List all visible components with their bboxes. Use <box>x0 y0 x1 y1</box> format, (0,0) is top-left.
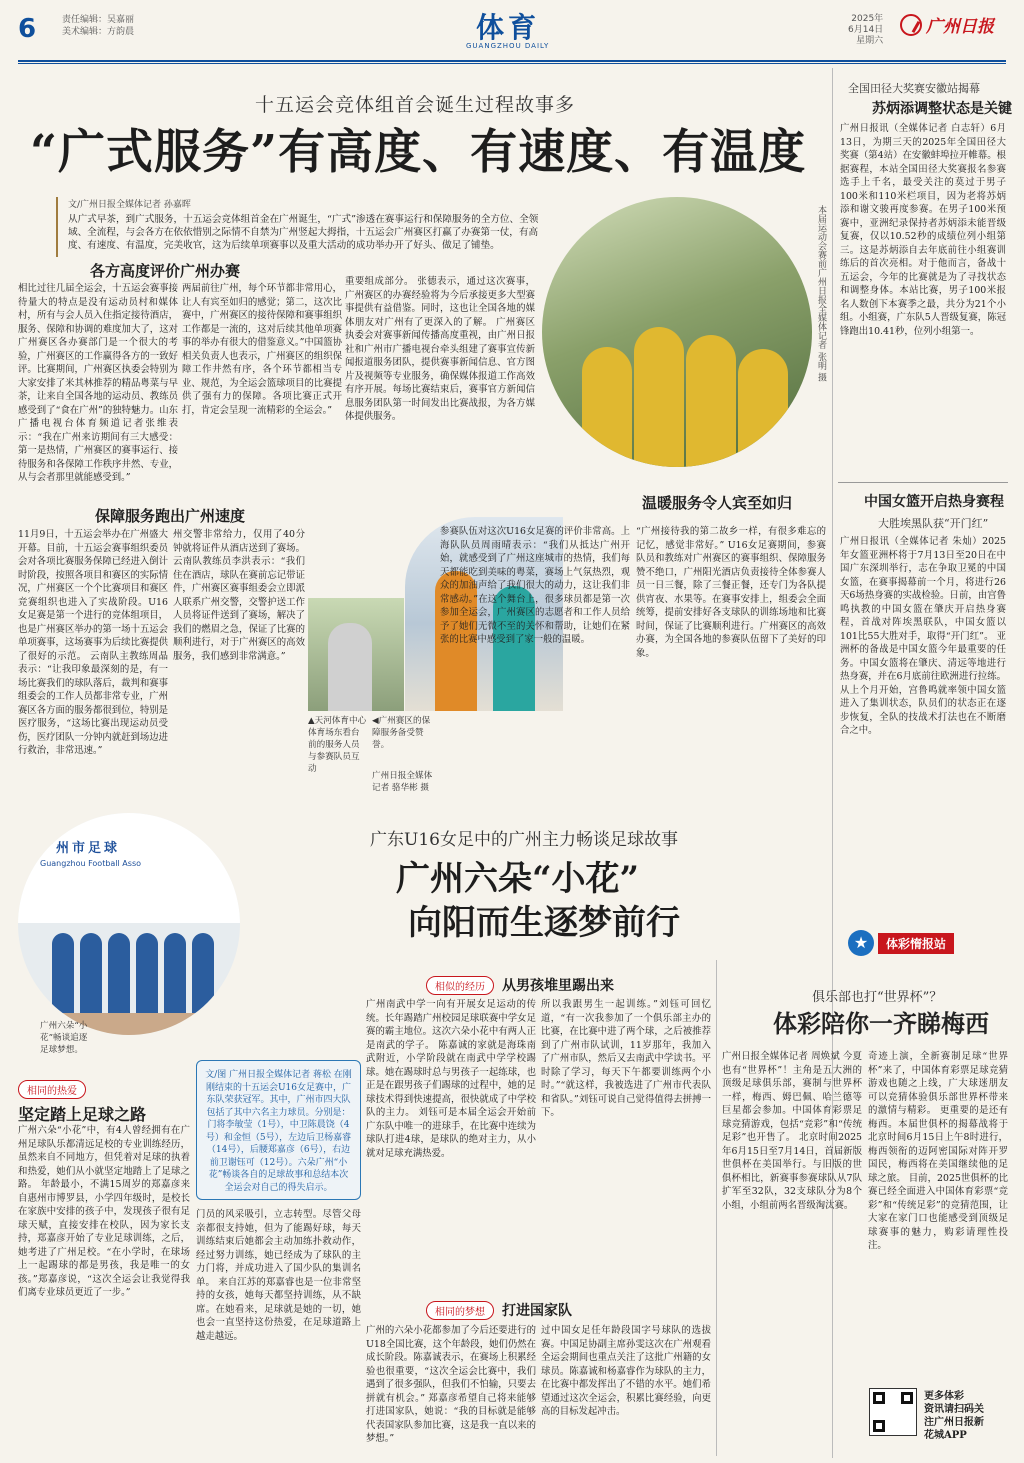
player-figure <box>738 349 788 467</box>
sidebar-headline-2: 中国女篮开启热身赛程 <box>864 494 1004 510</box>
qr-finder <box>901 1392 913 1404</box>
editor-line: 责任编辑：吴嘉丽 <box>62 15 135 25</box>
service-photo <box>308 598 404 711</box>
paper-name: 广州日报 <box>926 17 994 37</box>
feature-round-photo <box>18 813 240 1035</box>
section-tag: 相同的梦想 <box>426 1301 494 1320</box>
editor-credits <box>62 14 134 38</box>
article-column: 相比过往几届全运会，十五运会赛事接待量大的特点是没有运动员村和媒体村，所有与会人员入住指定接待酒店，服务、保障和协调的难度加大了，这对广州赛区各办赛部门是一个很大的考验，广州赛区的工作赢得各方的一致好评。比赛期间，广州赛区执委会特别为大家安排了米其林推荐的精品粤菜与早茶，让来自全国各地的运动员、教练员感受到了“食在广州”的独特魅力。山东广播电视台体育频道记者张维表示：“我在广州来访期间有三大感受：第一是热情，广州赛区的赛事运行、接待服务和各保障工作秩序井然、专业，从与会者那里就能感受到。” <box>18 283 178 483</box>
person-figure <box>328 623 372 711</box>
section-tag-title: 从男孩堆里踢出来 <box>502 978 614 994</box>
lottery-kicker: 俱乐部也打“世界杯”？ <box>812 990 943 1005</box>
section-tag: 相似的经历 <box>426 976 494 995</box>
article-column: 11月9日，十五运会举办在广州盛大开幕。目前，十五运会赛事组织委员会对各项比赛服务保障已经进入倒计时阶段，按照各项目和赛区的实际情况，广州赛区一个个比赛项目和赛区竞赛组织也进入了实战阶段。U16女足赛是第一个进行的竞体组项目，也是广州赛区举办的第一场十五运会单项赛事，这场赛事为后续比赛提供了很好的示范。 云南队主教练周晶表示：“让我印象最深刻的是，有一场比赛我们的球队落后，裁判和赛事组委会的工作人员都非常专业，广州赛区各方面的服务都很到位，特别是医疗服务，“这场比赛出现运动员受伤，医疗团队一分钟内就赶到场边进行救治，非常迅速。” <box>18 529 168 756</box>
player-figure <box>80 933 102 1013</box>
photo-credit: 广州日报全媒体记者 骆华彬 摄 <box>372 771 433 793</box>
article-column: 广州的六朵小花都参加了今后还要进行的U18全国比赛，这个年龄段，她们仍然在成长阶段。陈嘉诚表示，在赛场上积累经验也很重要，“这次全运会比赛中，我们遇到了很多强队，但我们不怕输，只要去拼就有机会。” 郑嘉彦希望自己将来能够打进国家队，她说：“我的目标就是能够代表国家队参加比赛，这是我一直以来的梦想。” <box>366 1325 536 1444</box>
article-column: 门员的风采吸引，立志转型。尽管父母亲都很支持她，但为了能踢好球，每天训练结束后她都会主动加练扑救动作，经过努力训练，她已经成为了球队的主力门将，并成功进入了国少队的集训名单。 来自江苏的郑嘉睿也是一位非常坚持的女孩，她每天都坚持训练，从不缺席。在她看来，足球就是她的一切，她也会一直坚持这份热爱，在足球道路上越走越远。 <box>196 1209 361 1342</box>
player-figure <box>164 933 186 1013</box>
sidebar-subhead-2: 大胜埃黑队获“开门红” <box>878 517 989 530</box>
masthead-rule <box>18 60 1006 62</box>
sidebar-article: 广州日报讯（全媒体记者 白志轩）6月13日，为期三天的2025年全国田径大奖赛（第4站）在安徽蚌埠拉开帷幕。根据赛程，本站全国田径大奖赛报名参赛选手上千名，最受关注的莫过于男子100米和110米栏项目，因为老将苏炳添和谢文骏再度参赛。在男子100米预赛中，亚洲纪录保持者苏炳添未能晋级复赛，仅以10.52秒的成绩位列小组第三。这是苏炳添自去年底前往小组赛训练后的首次亮相。对于他而言，备战十五运会，今年的比赛就是为了寻找状态和调整身体。本站比赛，男子100米报名人数创下本赛季之最，共分为21个小组。小组赛，广东队5人晋级复赛，陈冠锋跑出10.41秒，位列小组第一。 <box>840 123 1006 337</box>
sidebar-headline: 苏炳添调整状态是关键 <box>872 101 1012 117</box>
player-figure <box>192 933 214 1013</box>
masthead-rule-thin <box>18 63 1006 64</box>
backdrop-sign-en: Guangzhou Football Asso <box>40 859 142 868</box>
article-column: 所以我跟男生一起训练。”刘钰可回忆道，“有一次我参加了一个俱乐部主办的比赛，在比赛中进了两个球，之后被推荐到了广州市队试训，11岁那年，我加入了广州市队，然后又去南武中学读书。平时除了学习，每天下午都要训练两个小时。”“就这样，我被选进了广州市代表队和省队。”刘钰可说自己觉得值得去拼搏一下。 <box>541 999 711 1118</box>
photo-caption: ◀广州赛区的保障服务备受赞誉。 <box>372 716 431 750</box>
article-column: 广州六朵“小花”中，有4人曾经拥有在广州足球队乐都清远足校的专业训练经历，虽然来自不同地方，但凭着对足球的执着和热爱，她们从小就坚定地踏上了足球之路。 年龄最小，不满15周岁的郑嘉彦来自惠州市博罗县，小学四年级时，是校长在家族中安排的孩子中，发现孩子很有足球天赋，直接安排在校队，因为家长支持，郑嘉彦开始了专业足球训练，之后，她考进了广州足校。“在小学时，在球场上一起踢球的都是男孩，我是唯一的女孩。”郑嘉彦说，“这次全运会让我觉得我们离专业球员更近了一步。” <box>18 1125 190 1298</box>
lottery-article: 广州日报全媒体记者 周焕斌 今夏也有“世界杯”！主角是五大洲的顶级足球俱乐部，赛制与世界杯一样，梅西、姆巴佩、哈兰德等巨星都会参加。中国体育彩票足球竞猜游戏，包括“竞彩”和“传统足彩”也开售了。 北京时间2025年6月15日至7月14日，首届新版世俱杯在美国举行。与旧版的世俱杯相比，新赛事参赛球队从7队扩军至32队，32支球队分为8个小组，小组前两名晋级淘汰赛。 <box>722 1051 862 1211</box>
section-title: 体育 <box>476 11 541 44</box>
player-figure <box>634 327 684 467</box>
article-column: 重要组成部分。 张德表示，通过这次赛事，广州赛区的办赛经验将为今后承接更多大型赛事提供有益借鉴。同时，这也让全国各地的媒体朋友对广州有了更深入的了解。 广州赛区执委会对赛事新闻传播高度重视，由广州日报社和广州市广播电视台牵头组建了赛事宣传新闻报道服务团队，提供赛事新闻信息、官方图片及视频等专业服务，确保媒体报道工作高效有序开展。每场比赛结束后，赛事官方新闻信息服务团队第一时间发出比赛战报，为各方媒体提供服务。 <box>345 276 535 422</box>
column-divider <box>716 960 717 1456</box>
article-column: 两届前往广州，每个环节都非常用心，让人有宾至如归的感觉；第二，这次比赛中，广州赛区的接待保障和赛事组织工作都是一流的，这对后续其他单项赛事的举办有很大的借鉴意义。”中国篮协相关负责人也表示，广州赛区的组织保障工作井然有序，各个环节都相当专业、规范，为全运会篮球项目的比赛提供了强有力的保障。各项比赛正式开打，肯定会呈现一流精彩的全运会。” <box>182 283 342 416</box>
photo-caption: ▲天河体育中心体育场东看台前的服务人员与参赛队员互动 <box>308 716 367 774</box>
player-figure <box>582 347 632 467</box>
player-figure <box>52 933 74 1013</box>
subhead-evaluation: 各方高度评价广州办赛 <box>90 262 241 280</box>
article-column: 州交警非常给力，仅用了40分钟就将证件从酒店送到了赛场。 云南队教练员李洪表示：“我们住在酒店，球队在赛前忘记带证件，广州赛区赛事组委会立即派人联系广州交警，交警护送工作人员将证件送到了赛场，解决了我们的燃眉之急，保证了比赛的顺利进行，对于广州赛区的高效服务，我们感到非常满意。” <box>173 529 305 662</box>
qr-finder <box>873 1392 885 1404</box>
photo-backdrop <box>18 813 240 923</box>
main-headline: “广式服务”有高度、有速度、有温度 <box>30 125 807 180</box>
star-icon: ★ <box>848 930 874 956</box>
player-figure <box>136 933 158 1013</box>
sidebar-divider <box>838 482 1008 483</box>
feature-info-box: 文/图 广州日报全媒体记者 蒋松 在刚刚结束的十五运会U16女足赛中，广东队荣获冠军。其中，广州市四大队包括了其中六名主力球员。分别是：门将李敏莹（1号），中卫陈晨饶（4号）和金恒（5号），左边后卫杨嘉睿（14号），后腰郑嘉彦（6号），右边前卫谢钰可（12号）。六朵广州“小花”畅谈各自的足球故事和总结本次全运会对自己的得失启示。 <box>196 1060 361 1200</box>
photo-caption-vertical: 本届运动会赛前广州日报全媒体记者 张明 摄 <box>816 205 826 382</box>
date-weekday: 星期六 <box>856 36 884 46</box>
issue-date <box>848 14 883 47</box>
qr-line: 花城APP <box>924 1430 967 1441</box>
qr-line: 注广州日报新 <box>924 1417 984 1428</box>
player-figure <box>686 335 736 467</box>
section-tag-row <box>426 975 614 995</box>
sidebar-kicker: 全国田径大奖赛安徽站揭幕 <box>848 82 980 95</box>
lottery-article: 奇迹上演，全新赛制足球“世界杯”来了，中国体育彩票足球竞猜游戏也随之上线，广大球迷朋友可以竞猜体验俱乐部世界杯带来的激情与精彩。 更重要的是还有梅西。本届世俱杯的揭幕战将于北京时间6月15日上午8时进行，梅西领衔的迈阿密国际对阵开罗国民，梅西将在美国继续他的足球之旅。 目前，2025世俱杯的比赛已经全面进入中国体育彩票“竞彩”和“传统足彩”的竞猜范围，让大家在家门口也能感受到顶级足球赛事的魅力，购彩请理性投注。 <box>868 1051 1008 1251</box>
qr-line: 资讯请扫码关 <box>924 1404 984 1415</box>
sidebar-article: 广州日报讯（全媒体记者 朱灿）2025年女篮亚洲杯将于7月13日至20日在中国广东深圳举行，志在争取卫冕的中国女篮，在赛事揭幕前一个月，将进行26天6场热身赛的实战检验。日前，由宫鲁鸣执教的中国女篮在肇庆开启热身赛程，首战对阵埃黑联队，中国女篮以101比55大胜对手，取得“开门红”。 亚洲杯的备战是中国女篮今年最重要的任务。中国女篮将在肇庆、清远等地进行热身赛，并在6月底前往欧洲进行拉练。从上个月开始，宫鲁鸣就率领中国女篮进入了集训状态，队员们的状态正在逐步恢复，全队的技战术打法也在不断磨合之中。 <box>840 536 1006 736</box>
byline: 文/广州日报全媒体记者 孙嘉晖 <box>68 200 191 210</box>
section-tag-row <box>426 1300 572 1320</box>
art-editor-line: 美术编辑：方韵晨 <box>62 27 135 37</box>
lottery-badge <box>848 930 954 956</box>
feature-headline-1: 广州六朵“小花” <box>396 859 640 899</box>
main-kicker: 十五运会竞体组首会诞生过程故事多 <box>255 94 576 116</box>
page-number: 6 <box>18 14 37 44</box>
logo-mark-icon <box>900 14 922 36</box>
lottery-headline: 体彩陪你一齐睇梅西 <box>773 1009 989 1038</box>
qr-finder <box>873 1420 885 1432</box>
article-column: 参赛队伍对这次U16女足赛的评价非常高。上海队队员周雨晴表示：“我们从抵达广州开始，就感受到了广州这座城市的热情，我们每天都能吃到美味的粤菜，赛场上气氛热烈，观众的加油声给了我们很大的动力，这让我们非常感动。”在这个舞台上，很多球员都是第一次参加全运会，广州赛区的志愿者和工作人员给予了她们无微不至的关怀和帮助，让她们在紧张的比赛中感受到了家一般的温暖。 <box>440 526 630 645</box>
backdrop-sign: 广州市足球 <box>40 841 121 856</box>
date-day: 6月14日 <box>848 25 884 35</box>
article-column: 过中国女足任年龄段国字号球队的选拔赛。中国足协副主席孙雯这次在广州观看全运会期间也重点关注了这批广州籍的女球员。陈嘉诚和杨嘉睿作为球队的主力，在比赛中都发挥出了不错的水平。她们希望通过这次全运会，积累比赛经验，向更高的目标发起冲击。 <box>541 1325 711 1417</box>
section-tag-title: 坚定踏上足球之路 <box>18 1105 147 1124</box>
masthead <box>0 0 1024 62</box>
section-subtitle: GUANGZHOU DAILY <box>466 42 550 50</box>
lottery-label: 体彩惰报站 <box>878 933 954 954</box>
player-figure <box>108 933 130 1013</box>
feature-kicker: 广东U16女足中的广州主力畅谈足球故事 <box>370 830 678 850</box>
subhead-warm-service: 温暖服务令人宾至如归 <box>642 494 793 512</box>
section-tag-title: 打进国家队 <box>502 1303 572 1319</box>
team-photo-circle <box>542 197 812 467</box>
section-tag-row <box>18 1080 86 1099</box>
round-photo-caption: 广州六朵“小花”畅谈追逐足球梦想。 <box>40 1021 88 1055</box>
qr-promo-text <box>924 1390 984 1442</box>
lead-paragraph: 从广式早茶，到广式服务，十五运会竞体组首金在广州诞生，“广式”渗透在赛事运行和保障服务的全方位、全领域、全流程，与会各方在依依惜别之际情不自禁为广州竖起大拇指，十五运会广州赛区打赢了办赛第一仗，有高度、有速度、有温度，完美收官，这为后续单项赛事以及重大活动的成功举办开了好头、做足了铺垫。 <box>68 214 539 251</box>
qr-line: 更多体彩 <box>924 1391 964 1402</box>
qr-code-icon[interactable] <box>869 1388 917 1436</box>
lead-box <box>56 197 542 257</box>
article-column: “广州接待我的第二故乡一样，有很多难忘的记忆，感觉非常好。” U16女足赛期间，参赛队员和教练对广州赛区的赛事组织、保障服务赞不绝口，广州阳光酒店负责接待全体参赛人员一日三餐，除了三餐正餐，还专门为各队提供宵夜、水果等。在赛事安排上，组委会全面统筹，提前安排好各支球队的训练场地和比赛时间，保证了比赛顺利进行。广州赛区的高效办赛，为全国各地的参赛队伍留下了美好的印象。 <box>636 526 826 659</box>
newspaper-logo <box>900 12 994 37</box>
feature-headline-2: 向阳而生逐梦前行 <box>408 903 680 943</box>
section-tag: 相同的热爱 <box>18 1080 86 1099</box>
date-year: 2025年 <box>851 14 884 24</box>
article-column: 广州南武中学一向有开展女足运动的传统。长年踢踏广州校园足球联赛中学女足赛的霸主地位。这次六朵小花中有两人正是南武的学子。 陈嘉诚的家就是海珠南武附近，小学阶段就在南武中学学校踢球。她在踢球时总与男孩子一起练球，也正是在跟男孩子们踢球的过程中，她的足球技术得到快速提高，很快就成了中学校队的主力。 刘钰可是本届全运会开始前广东队中唯一的进球手，在比赛中连续为球队打进4球，是球队的绝对主力，从小就对足球充满热爱。 <box>366 999 536 1159</box>
subhead-speed: 保障服务跑出广州速度 <box>95 507 246 525</box>
